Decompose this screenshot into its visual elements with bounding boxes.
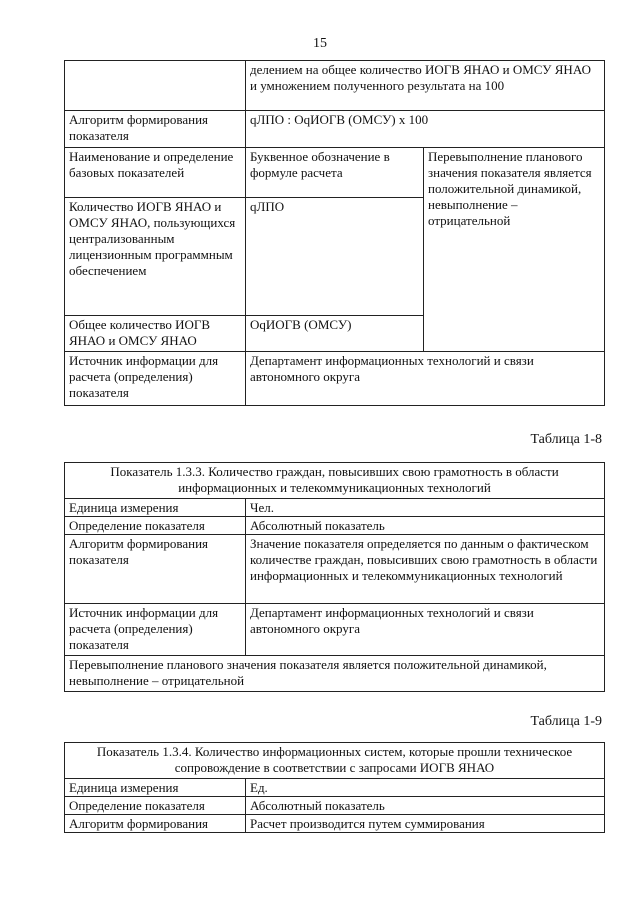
table-header-cell — [65, 743, 605, 779]
table-cell — [246, 198, 424, 316]
table-header-cell — [65, 463, 605, 499]
cell-text: Департамент информационных технологий и связи автономного округа — [250, 605, 534, 636]
indicator-title: Показатель 1.3.3. Количество граждан, повысивших свою грамотность в области информационных и телекоммуникационных технологий — [110, 464, 559, 495]
cell-text: Алгоритм формирования показателя — [69, 536, 209, 567]
page-number: 15 — [313, 36, 327, 51]
table-cell — [246, 797, 605, 815]
cell-text: Наименование и определение базовых показателей — [69, 149, 234, 180]
cell-text: Ед. — [250, 780, 268, 795]
table-row — [65, 499, 605, 517]
table-cell — [246, 779, 605, 797]
table-cell — [65, 352, 246, 406]
table-cell — [65, 316, 246, 352]
table-cell — [246, 148, 424, 198]
table-caption: Таблица 1-8 — [530, 432, 602, 447]
table-cell — [65, 815, 246, 833]
cell-text: Алгоритм формирования показателя — [69, 112, 209, 143]
table-cell — [65, 797, 246, 815]
table-row — [65, 111, 605, 148]
table-row — [65, 352, 605, 406]
table-cell — [246, 604, 605, 656]
cell-text: qЛПО — [250, 199, 285, 214]
cell-text: Перевыполнение планового значения показателя является положительной динамикой, невыполнение – отрицательной — [69, 657, 547, 688]
table-cell — [246, 517, 605, 535]
cell-text: Чел. — [250, 500, 274, 515]
indicator-table-1-9 — [64, 742, 605, 833]
cell-text: Абсолютный показатель — [250, 798, 385, 813]
cell-text: Источник информации для расчета (определения) показателя — [69, 353, 219, 400]
cell-text: Единица измерения — [69, 500, 179, 515]
table-caption: Таблица 1-9 — [530, 714, 602, 729]
cell-text: Перевыполнение планового значения показателя является положительной динамикой, невыполнение – отрицательной — [428, 149, 592, 228]
cell-text: Алгоритм формирования — [69, 816, 209, 831]
table-footer-cell — [65, 656, 605, 692]
cell-text: Общее количество ИОГВ ЯНАО и ОМСУ ЯНАО — [69, 317, 211, 348]
table-row — [65, 517, 605, 535]
cell-text: делением на общее количество ИОГВ ЯНАО и ОМСУ ЯНАО и умножением полученного результата на 100 — [250, 62, 591, 93]
table-row — [65, 535, 605, 604]
table-cell — [246, 61, 605, 111]
table-cell — [246, 535, 605, 604]
cell-text: Количество ИОГВ ЯНАО и ОМСУ ЯНАО, пользующихся централизованным лицензионным программным обеспечением — [69, 199, 236, 278]
cell-text: Определение показателя — [69, 518, 205, 533]
cell-text: Расчет производится путем суммирования — [250, 816, 485, 831]
cell-text: Значение показателя определяется по данным о фактическом количестве граждан, повысивших свою грамотность в области информационных и телекоммуникационных технологий — [250, 536, 598, 583]
cell-text: OqИОГВ (ОМСУ) — [250, 317, 352, 332]
table-cell — [65, 517, 246, 535]
indicator-title: Показатель 1.3.4. Количество информационных систем, которые прошли техническое сопровождение в соответствии с запросами ИОГВ ЯНАО — [96, 744, 573, 775]
table-cell — [65, 148, 246, 198]
table-header-row — [65, 463, 605, 499]
table-row — [65, 148, 605, 198]
table-cell — [424, 148, 605, 352]
cell-text: Источник информации для расчета (определения) показателя — [69, 605, 219, 652]
cell-text: Единица измерения — [69, 780, 179, 795]
table-cell — [65, 198, 246, 316]
table-cell — [246, 499, 605, 517]
table-row — [65, 797, 605, 815]
table-cell — [65, 535, 246, 604]
table-cell — [246, 111, 605, 148]
cell-text: Абсолютный показатель — [250, 518, 385, 533]
table-cell — [65, 779, 246, 797]
table-cell — [65, 499, 246, 517]
table-cell — [246, 815, 605, 833]
formula-text: qЛПО : OqИОГВ (ОМСУ) х 100 — [250, 112, 429, 127]
table-row — [65, 779, 605, 797]
table-cell — [65, 604, 246, 656]
cell-text: Определение показателя — [69, 798, 205, 813]
table-cell — [65, 111, 246, 148]
indicator-table-continued — [64, 60, 605, 406]
table-row — [65, 604, 605, 656]
indicator-table-1-8 — [64, 462, 605, 692]
table-row — [65, 61, 605, 111]
table-cell — [246, 352, 605, 406]
table-cell — [246, 316, 424, 352]
table-header-row — [65, 743, 605, 779]
table-row — [65, 815, 605, 833]
cell-text: Департамент информационных технологий и связи автономного округа — [250, 353, 534, 384]
cell-text: Буквенное обозначение в формуле расчета — [250, 149, 390, 180]
table-row — [65, 656, 605, 692]
table-cell — [65, 61, 246, 111]
